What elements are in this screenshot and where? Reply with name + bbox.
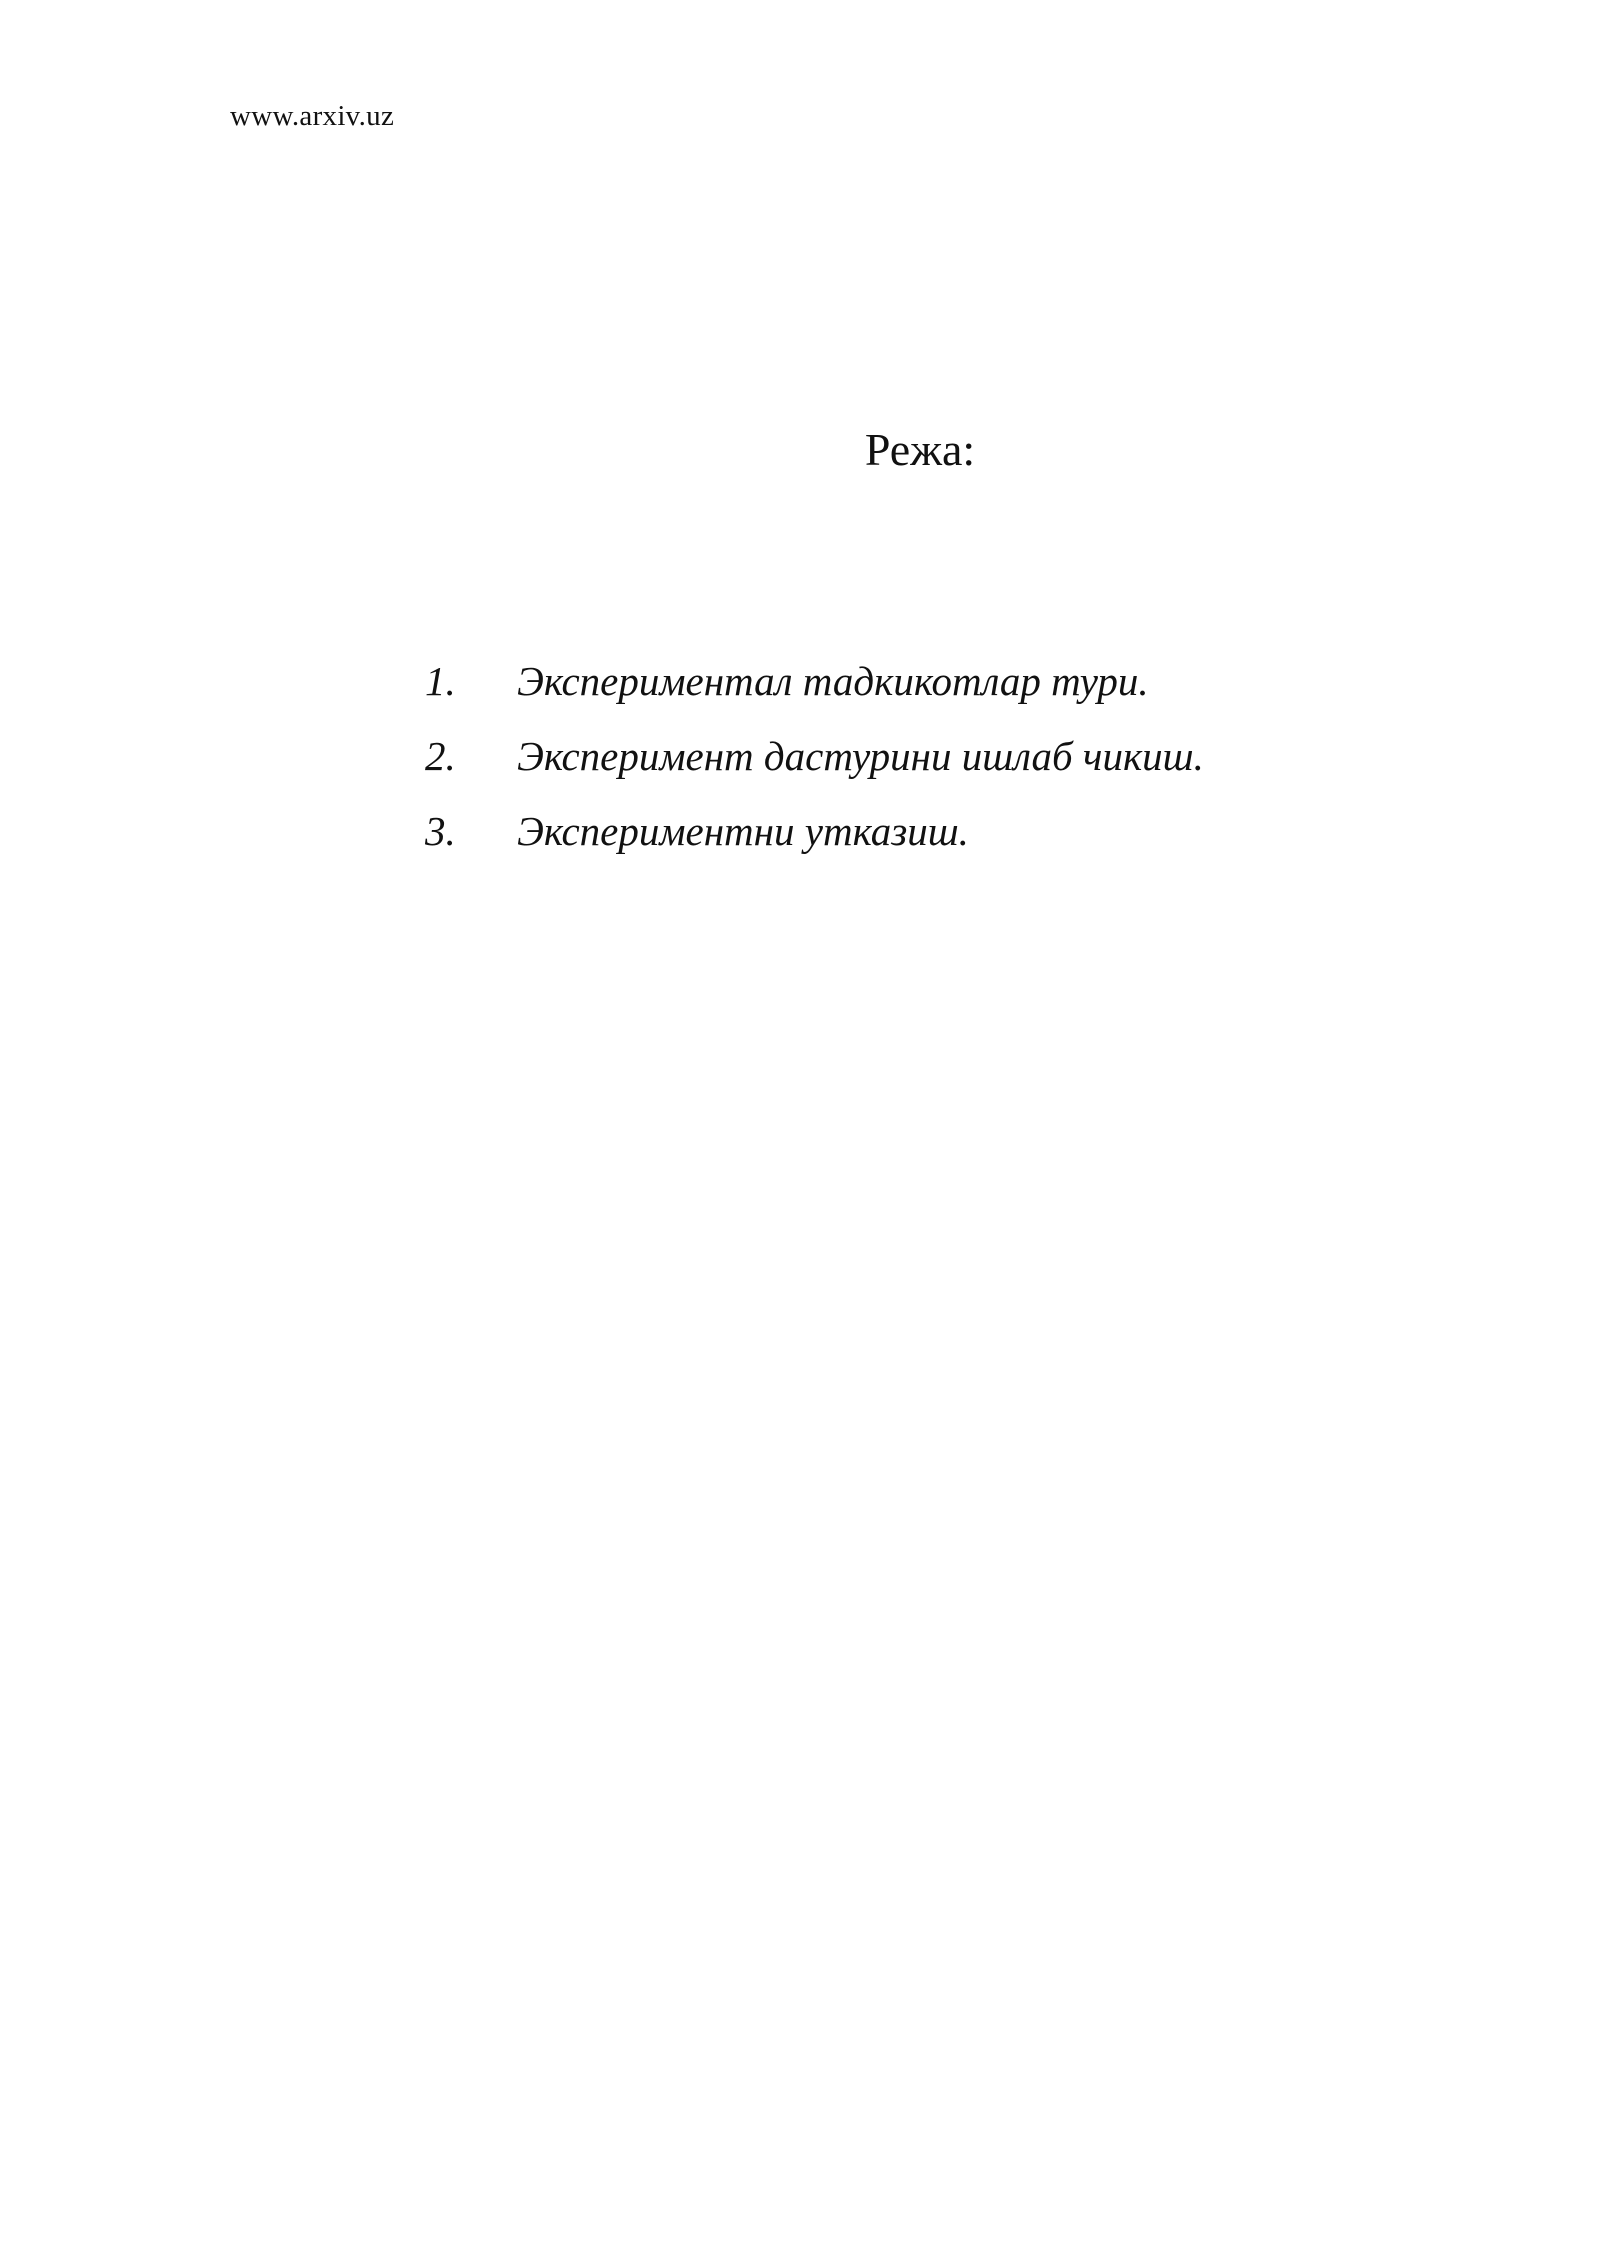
- plan-item-text: Эксперимент дастурини ишлаб чикиш.: [517, 733, 1204, 779]
- plan-item: [425, 730, 1204, 805]
- plan-item-text: Экспериментни утказиш.: [517, 808, 969, 854]
- plan-list: [425, 655, 1204, 880]
- plan-item: [425, 805, 1204, 880]
- header-url: www.arxiv.uz: [230, 100, 395, 132]
- plan-item-text: Экспериментал тадкикотлар тури.: [517, 658, 1149, 704]
- plan-title: Режа:: [864, 424, 976, 475]
- plan-item-number: 3.: [425, 808, 456, 854]
- plan-item: [425, 655, 1204, 730]
- plan-item-number: 2.: [425, 733, 456, 779]
- plan-item-number: 1.: [425, 658, 456, 704]
